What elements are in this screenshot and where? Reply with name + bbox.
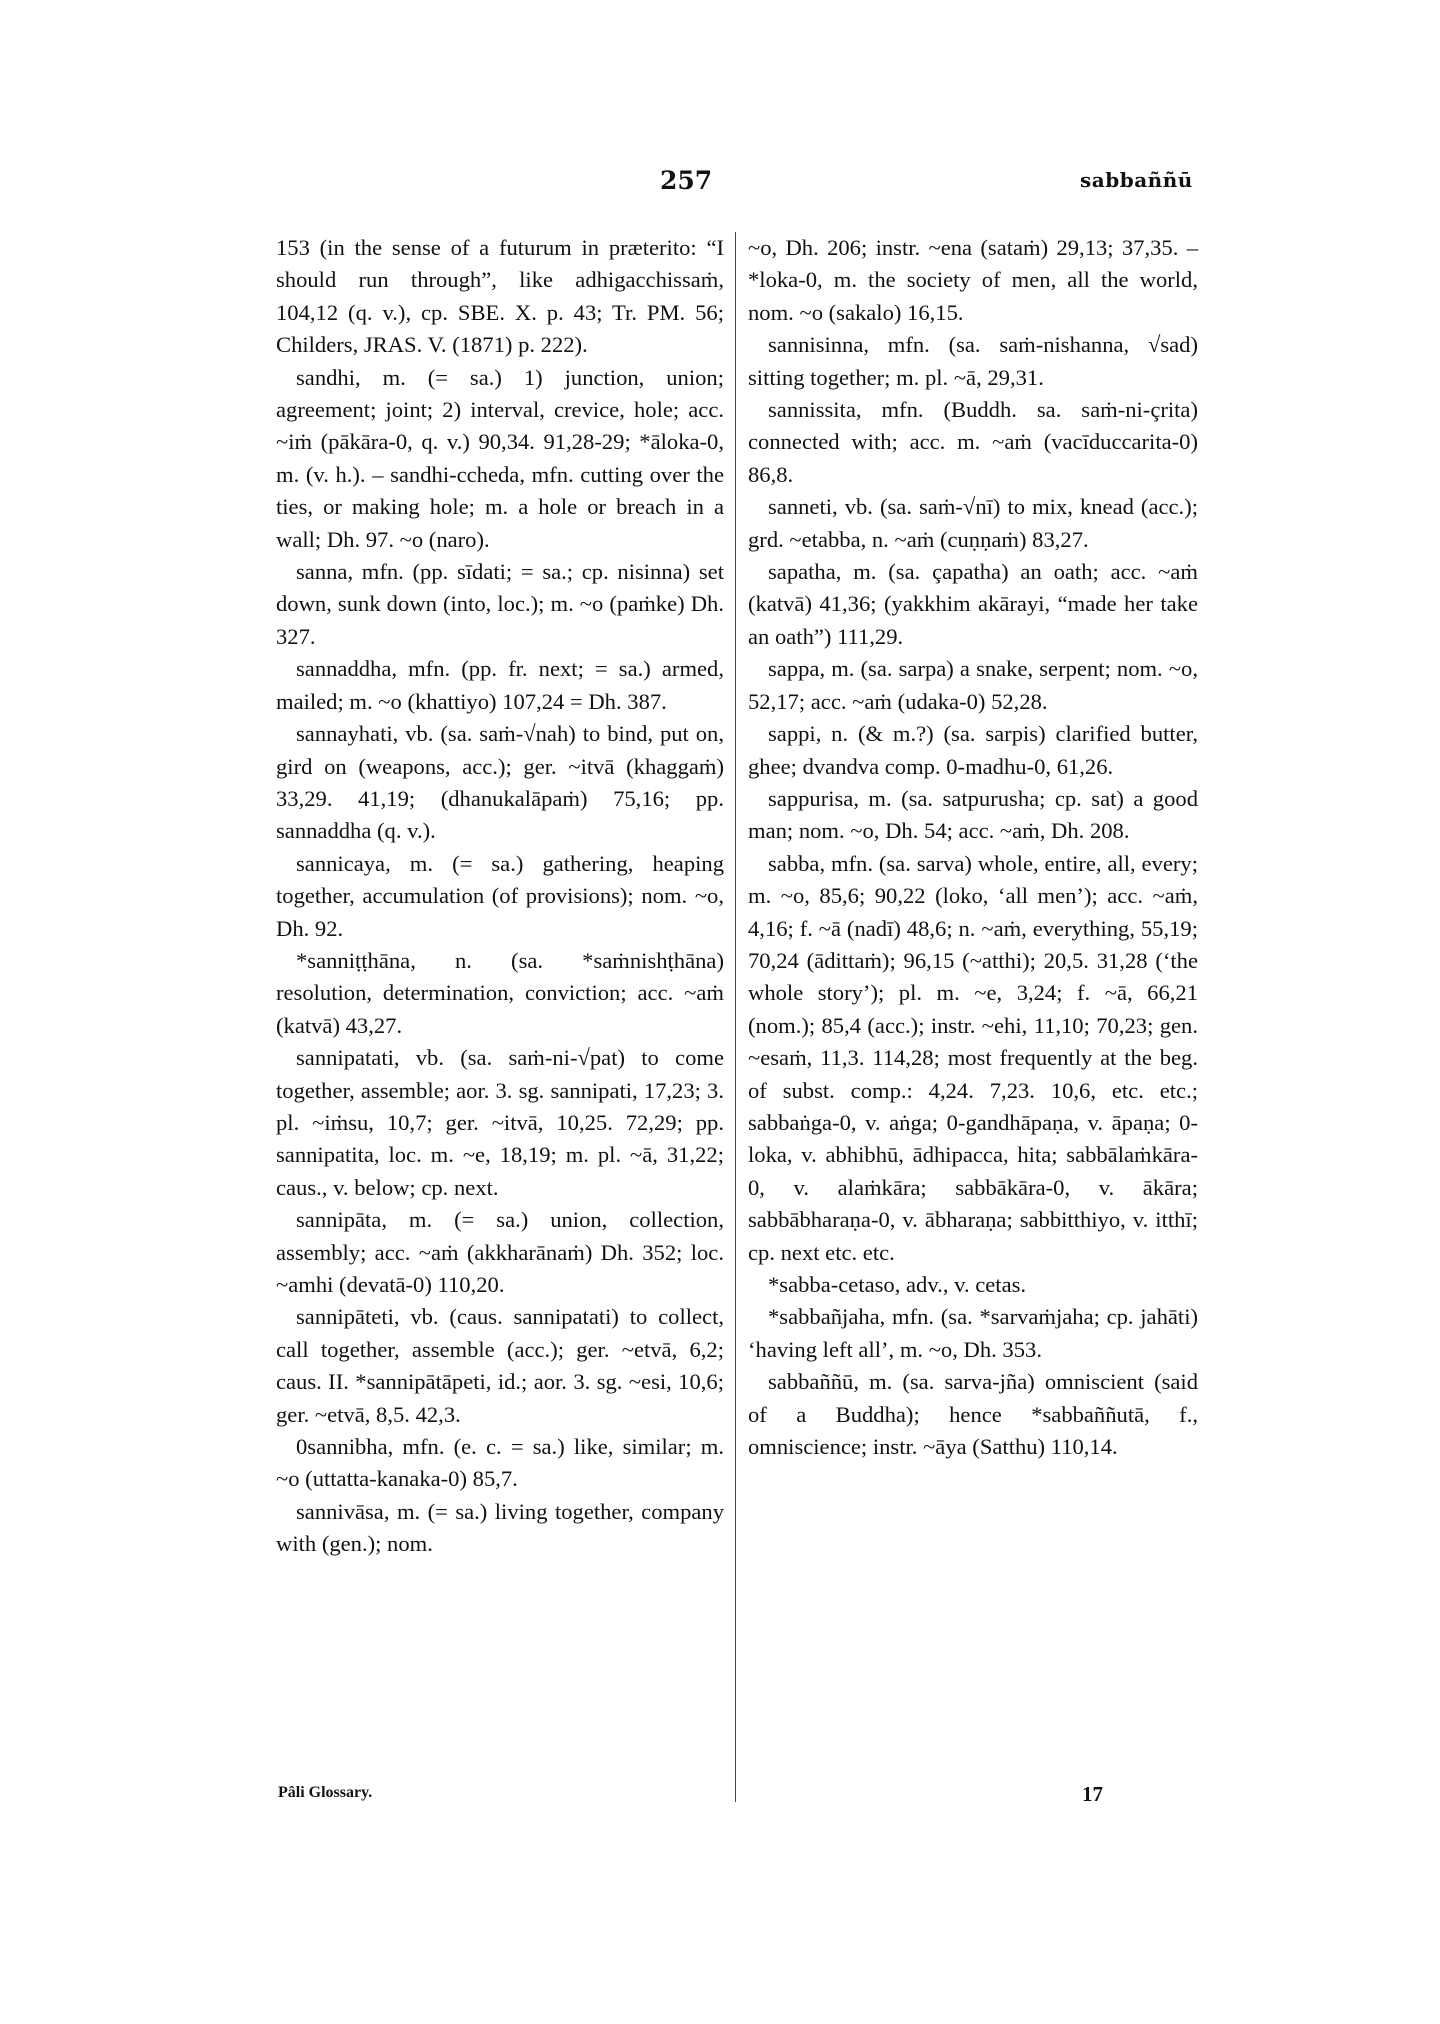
entry-paragraph: sandhi, m. (= sa.) 1) junction, union; agreement; joint; 2) interval, crevice, hole; acc. ~iṁ (pākāra-0, q. v.) 90,34. 91,28-29; *āloka-0, m. (v. h.). – sandhi-ccheda, mfn. cutting over the ties, or making hole; m. a hole or breach in a wall; Dh. 97. ~o (naro). bbox=[276, 364, 724, 552]
entry-paragraph: 0sannibha, mfn. (e. c. = sa.) like, similar; m. ~o (uttatta-kanaka-0) 85,7. bbox=[276, 1434, 724, 1492]
book-title-footer: Pâli Glossary. bbox=[278, 1784, 373, 1801]
entry-paragraph: sappurisa, m. (sa. satpurusha; cp. sat) a good man; nom. ~o, Dh. 54; acc. ~aṁ, Dh. 208. bbox=[748, 785, 1198, 844]
entry-paragraph: sannayhati, vb. (sa. saṁ-√nah) to bind, put on, gird on (weapons, acc.); ger. ~itvā (khaggaṁ) 33,29. 41,19; (dhanukalāpaṁ) 75,16; pp. sannaddha (q. v.). bbox=[276, 721, 724, 844]
entry-paragraph: ~o, Dh. 206; instr. ~ena (sataṁ) 29,13; 37,35. – *loka-0, m. the society of men, all the world, nom. ~o (sakalo) 16,15. bbox=[748, 235, 1198, 325]
entry-paragraph: *sanniṭṭhāna, n. (sa. *saṁnishṭhāna) resolution, determination, conviction; acc. ~aṁ (katvā) 43,27. bbox=[276, 947, 724, 1038]
entry-paragraph: *sabba-cetaso, adv., v. cetas. bbox=[768, 1272, 1027, 1297]
entry-paragraph: sappi, n. (& m.?) (sa. sarpis) clarified butter, ghee; dvandva comp. 0-madhu-0, 61,26. bbox=[748, 721, 1198, 779]
page-number: 257 bbox=[660, 166, 713, 195]
entry-paragraph: sanneti, vb. (sa. saṁ-√nī) to mix, knead (acc.); grd. ~etabba, n. ~aṁ (cuṇṇaṁ) 83,27. bbox=[748, 494, 1198, 552]
signature-mark: 17 bbox=[1082, 1782, 1103, 1806]
entry-paragraph: sannipāta, m. (= sa.) union, collection, assembly; acc. ~aṁ (akkharānaṁ) Dh. 352; loc. ~amhi (devatā-0) 110,20. bbox=[276, 1207, 724, 1297]
entry-paragraph: sannaddha, mfn. (pp. fr. next; = sa.) armed, mailed; m. ~o (khattiyo) 107,24 = Dh. 387. bbox=[276, 656, 724, 714]
running-head: sabbaññū bbox=[1080, 168, 1193, 192]
right-column bbox=[748, 232, 1198, 1463]
entry-paragraph: sannissita, mfn. (Buddh. sa. saṁ-ni-çrita) connected with; acc. m. ~aṁ (vacīduccarita-0) 86,8. bbox=[748, 397, 1198, 487]
entry-paragraph: sannipāteti, vb. (caus. sannipatati) to collect, call together, assemble (acc.); ger. ~etvā, 6,2; caus. II. *sannipātāpeti, id.; aor. 3. sg. ~esi, 10,6; ger. ~etvā, 8,5. 42,3. bbox=[276, 1304, 724, 1427]
entry-paragraph: sannisinna, mfn. (sa. saṁ-nishanna, √sad) sitting together; m. pl. ~ā, 29,31. bbox=[748, 332, 1198, 390]
entry-paragraph: 153 (in the sense of a futurum in præterito: “I should run through”, like adhigacchissaṁ, 104,12 (q. v.), cp. SBE. X. p. 43; Tr. PM. 56; Childers, JRAS. V. (1871) p. 222). bbox=[276, 235, 724, 358]
entry-paragraph: *sabbañjaha, mfn. (sa. *sarvaṁjaha; cp. jahāti) ‘having left all’, m. ~o, Dh. 353. bbox=[748, 1304, 1198, 1362]
entry-paragraph: sabbaññū, m. (sa. sarva-jña) omniscient (said of a Buddha); hence *sabbaññutā, f., omniscience; instr. ~āya (Satthu) 110,14. bbox=[748, 1369, 1198, 1460]
entry-paragraph: sannivāsa, m. (= sa.) living together, company with (gen.); nom. bbox=[276, 1498, 724, 1557]
entry-paragraph: sannicaya, m. (= sa.) gathering, heaping together, accumulation (of provisions); nom. ~o, Dh. 92. bbox=[276, 850, 724, 941]
entry-paragraph: sanna, mfn. (pp. sīdati; = sa.; cp. nisinna) set down, sunk down (into, loc.); m. ~o (paṁke) Dh. 327. bbox=[276, 559, 724, 649]
entry-paragraph: sapatha, m. (sa. çapatha) an oath; acc. ~aṁ (katvā) 41,36; (yakkhim akārayi, “made her take an oath”) 111,29. bbox=[748, 559, 1198, 649]
entry-paragraph: sabba, mfn. (sa. sarva) whole, entire, all, every; m. ~o, 85,6; 90,22 (loko, ‘all men’); acc. ~aṁ, 4,16; f. ~ā (nadī) 48,6; n. ~aṁ, everything, 55,19; 70,24 (ādittaṁ); 96,15 (~atthi); 20,5. 31,28 (‘the whole story’); pl. m. ~e, 3,24; f. ~ā, 66,21 (nom.); 85,4 (acc.); instr. ~ehi, 11,10; 70,23; gen. ~esaṁ, 11,3. 114,28; most frequently at the beg. of subst. comp.: 4,24. 7,23. 10,6, etc. etc.; sabbaṅga-0, v. aṅga; 0-gandhāpaṇa, v. āpaṇa; 0-loka, v. abhibhū, ādhipacca, hita; sabbālaṁkāra-0, v. alaṁkāra; sabbākāra-0, v. ākāra; sabbābharaṇa-0, v. ābharaṇa; sabbitthiyo, v. itthī; cp. next etc. etc. bbox=[748, 850, 1198, 1265]
left-column bbox=[276, 232, 724, 1561]
entry-paragraph: sappa, m. (sa. sarpa) a snake, serpent; nom. ~o, 52,17; acc. ~aṁ (udaka-0) 52,28. bbox=[748, 656, 1198, 714]
column-divider bbox=[735, 232, 736, 1802]
entry-paragraph: sannipatati, vb. (sa. saṁ-ni-√pat) to come together, assemble; aor. 3. sg. sannipati, 17,23; 3. pl. ~iṁsu, 10,7; ger. ~itvā, 10,25. 72,29; pp. sannipatita, loc. m. ~e, 18,19; m. pl. ~ā, 31,22; caus., v. below; cp. next. bbox=[276, 1045, 724, 1200]
